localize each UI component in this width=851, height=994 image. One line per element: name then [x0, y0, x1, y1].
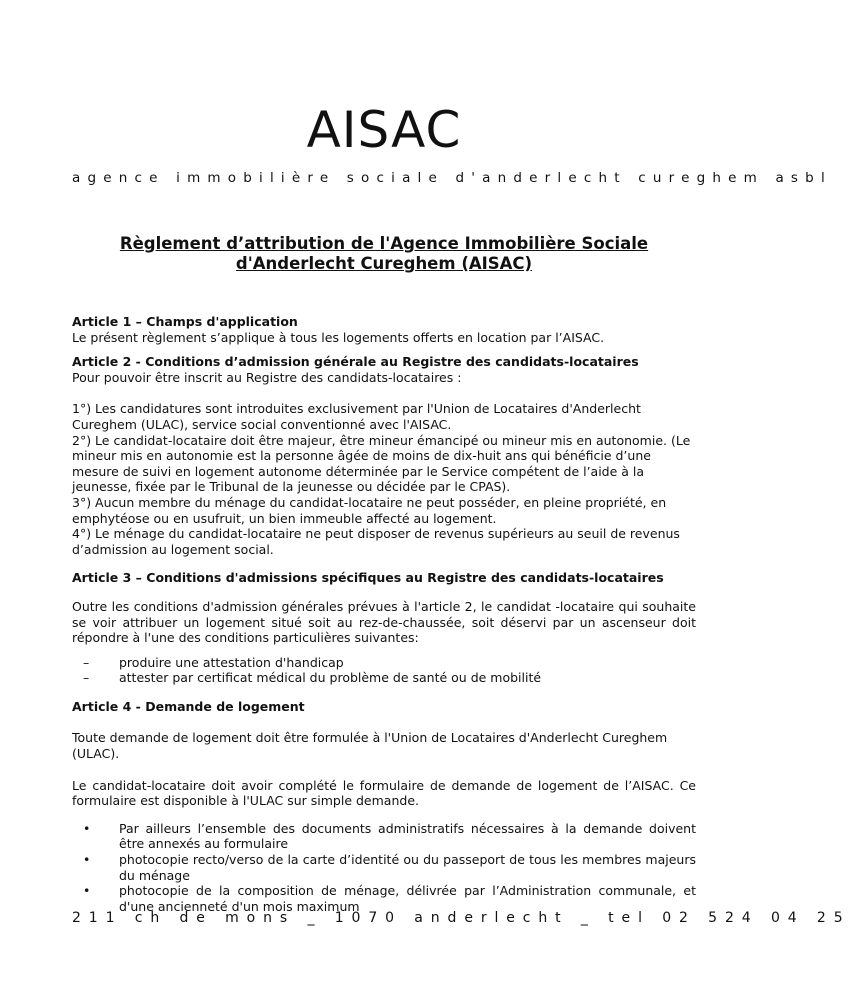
article-2-item-3: 3°) Aucun membre du ménage du candidat-locataire ne peut posséder, en pleine propriété, en emphytéose ou en usufruit, un bien immeuble affecté au logement.	[72, 494, 667, 526]
dot-bullet-icon: •	[83, 852, 91, 868]
article-3-text: Outre les conditions d'admission générales prévues à l'article 2, le candidat -locataire qui souhaite se voir attribuer un logement situé soit au rez-de-chaussée, soit déservi par un ascenseur doit répondre à l'une des conditions particulières suivantes:	[72, 598, 696, 646]
list-item-text: Par ailleurs l’ensemble des documents administratifs nécessaires à la demande doivent être annexés au formulaire	[119, 820, 696, 852]
article-1-text: Le présent règlement s’applique à tous les logements offerts en location par l’AISAC.	[72, 329, 605, 345]
article-2-intro: Pour pouvoir être inscrit au Registre des candidats-locataires :	[72, 369, 462, 385]
dash-bullet-icon: –	[83, 654, 90, 670]
article-2-item-4: 4°) Le ménage du candidat-locataire ne peut disposer de revenus supérieurs au seuil de revenus d’admission au logement social.	[72, 526, 680, 557]
dot-bullet-icon: •	[83, 883, 91, 899]
document-title	[72, 234, 696, 274]
organization-logo: AISAC	[306, 101, 462, 159]
footer-address: 211 ch de mons _ 1070 anderlecht _ tel 02 524 04 25	[72, 910, 851, 926]
list-item	[72, 670, 696, 686]
list-item	[72, 852, 696, 883]
organization-tagline: agence immobilière sociale d'anderlecht cureghem asbl	[72, 170, 832, 186]
list-item	[72, 655, 696, 671]
article-2-item-1: 1°) Les candidatures sont introduites exclusivement par l'Union de Locataires d'Anderlecht Cureghem (ULAC), service social conventionné avec l'AISAC.	[72, 401, 641, 432]
list-item-text: produire une attestation d'handicap	[119, 654, 344, 670]
article-3-list	[72, 655, 696, 686]
article-4-text-2: Le candidat-locataire doit avoir complété le formulaire de demande de logement de l’AISAC. Ce formulaire est disponible à l'ULAC sur simple demande.	[72, 777, 696, 809]
list-item-text: photocopie recto/verso de la carte d’identité ou du passeport de tous les membres majeurs du ménage	[119, 852, 696, 883]
article-3-heading: Article 3 – Conditions d'admissions spécifiques au Registre des candidats-locataires	[72, 570, 664, 586]
article-4-text-1: Toute demande de logement doit être formulée à l'Union de Locataires d'Anderlecht Cureghem (ULAC).	[72, 730, 668, 762]
document-title-line-1: Règlement d’attribution de l'Agence Immobilière Sociale	[119, 234, 649, 253]
document-body	[72, 314, 696, 914]
article-2-item-2: 2°) Le candidat-locataire doit être majeur, être mineur émancipé ou mineur mis en autonomie. (Le mineur mis en autonomie est la personne âgée de moins de dix-huit ans qui bénéficie d’une mesure de suivi en logement autonome déterminée par le Service compétent de l’aide à la jeunesse, fixée par le Tribunal de la jeunesse ou décidée par le CPAS).	[72, 432, 691, 495]
article-1-heading: Article 1 – Champs d'application	[72, 314, 298, 329]
list-item	[72, 821, 696, 852]
list-item-text: attester par certificat médical du problème de santé ou de mobilité	[119, 670, 542, 686]
dot-bullet-icon: •	[83, 820, 91, 836]
article-2-heading: Article 2 - Conditions d’admission générale au Registre des candidats-locataires	[72, 354, 639, 370]
list-item-text: photocopie de la composition de ménage, délivrée par l’Administration communale, et d'une ancienneté d'un mois maximum	[119, 883, 696, 914]
article-4-list	[72, 821, 696, 915]
document-title-line-2: d'Anderlecht Cureghem (AISAC)	[235, 254, 533, 273]
article-4-heading: Article 4 - Demande de logement	[72, 698, 305, 714]
dash-bullet-icon: –	[83, 670, 90, 686]
